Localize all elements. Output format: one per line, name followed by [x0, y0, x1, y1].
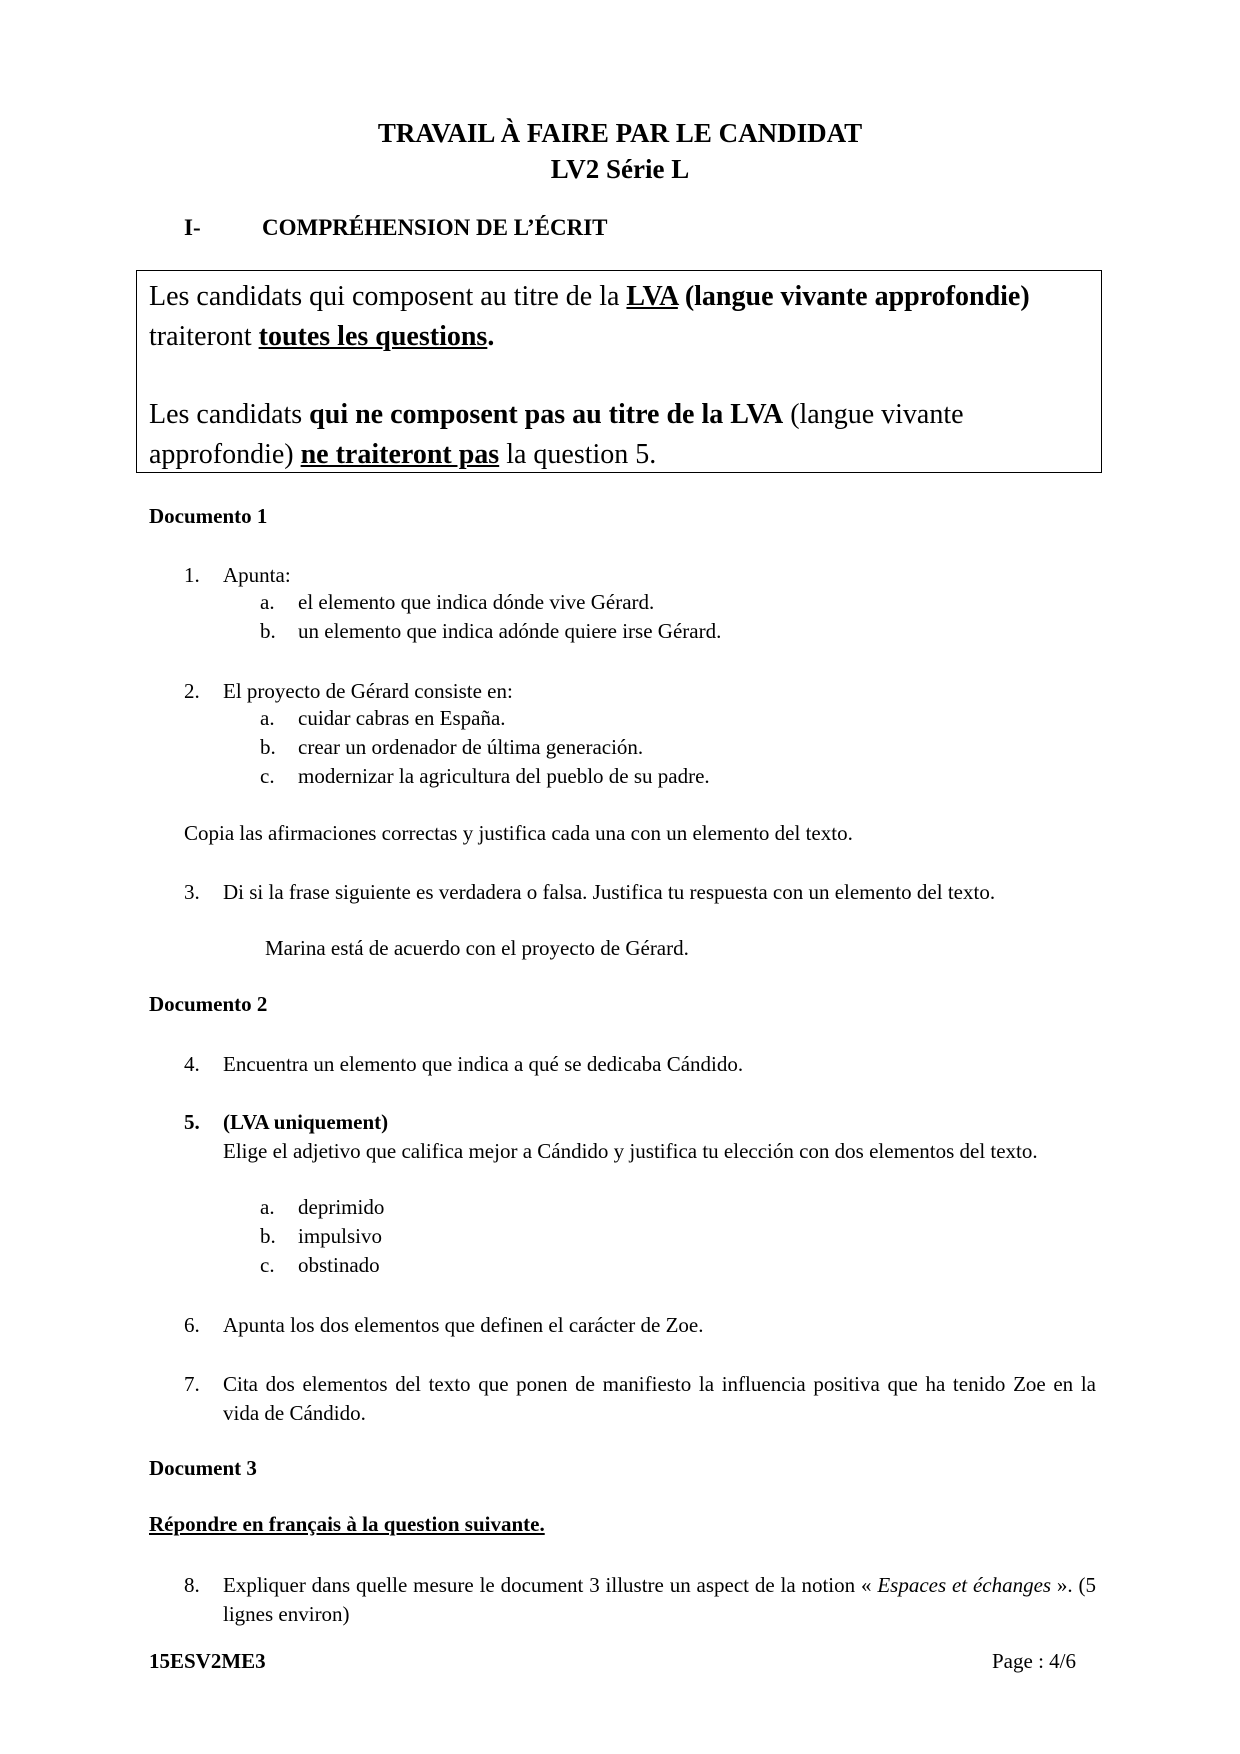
- option-2c: [260, 764, 710, 789]
- section-heading: [184, 215, 607, 241]
- notice-all-questions-emphasis: toutes les questions: [258, 321, 488, 352]
- document-2-heading: Documento 2: [149, 992, 268, 1016]
- option-text: modernizar la agricultura del pueblo de su padre.: [298, 764, 710, 788]
- question-text: Encuentra un elemento que indica a qué se dedicaba Cándido.: [223, 1052, 744, 1076]
- notice-lva-emphasis: LVA: [626, 281, 678, 312]
- option-5c: [260, 1253, 380, 1278]
- question-text: Cita dos elementos del texto que ponen de manifiesto la influencia positiva que ha tenido Zoe en la vida de Cándido.: [223, 1372, 1096, 1425]
- notice-lva-description: (langue vivante approfondie): [677, 281, 1030, 312]
- option-letter: b.: [260, 1224, 276, 1248]
- option-letter: c.: [260, 1253, 275, 1277]
- question-number: 4.: [184, 1052, 200, 1076]
- option-letter: b.: [260, 619, 276, 643]
- question-7: [0, 1370, 1240, 1430]
- option-letter: a.: [260, 1195, 275, 1219]
- document-1-heading: Documento 1: [149, 504, 268, 528]
- question-text: [223, 1571, 1096, 1629]
- question-8: [0, 1571, 1240, 1631]
- question-number: 1.: [184, 563, 200, 587]
- notice-box: [136, 270, 1102, 473]
- option-2a: [260, 706, 506, 731]
- notice-text: traiteront: [149, 321, 259, 352]
- option-2b: [260, 735, 644, 760]
- notice-paragraph-1: [149, 277, 1089, 357]
- notice-paragraph-2: [149, 395, 1089, 475]
- question-text: Apunta:: [223, 563, 291, 587]
- page-title: TRAVAIL À FAIRE PAR LE CANDIDAT: [377, 118, 863, 148]
- section-title: COMPRÉHENSION DE L’ÉCRIT: [262, 215, 608, 240]
- option-text: cuidar cabras en España.: [298, 706, 506, 730]
- instruction-copy: Copia las afirmaciones correctas y justifica cada una con un elemento del texto.: [184, 821, 853, 845]
- option-5b: [260, 1224, 383, 1249]
- instruction-french: Répondre en français à la question suivante.: [149, 1512, 545, 1536]
- exam-code: 15ESV2ME3: [149, 1649, 266, 1673]
- option-text: el elemento que indica dónde vive Gérard.: [298, 590, 655, 614]
- document-3-heading: Document 3: [149, 1456, 257, 1480]
- question-text: Elige el adjetivo que califica mejor a Cándido y justifica tu elección con dos elementos del texto.: [223, 1139, 1038, 1163]
- option-text: crear un ordenador de última generación.: [298, 735, 644, 759]
- option-text: impulsivo: [298, 1224, 383, 1248]
- option-letter: a.: [260, 706, 275, 730]
- question-number: 7.: [184, 1372, 200, 1396]
- option-5a: [260, 1195, 385, 1220]
- option-letter: b.: [260, 735, 276, 759]
- question-5-body: [0, 1137, 1240, 1197]
- question-label: (LVA uniquement): [223, 1110, 389, 1134]
- option-letter: a.: [260, 590, 275, 614]
- section-number: I-: [184, 215, 201, 240]
- question-text: El proyecto de Gérard consiste en:: [223, 679, 513, 703]
- statement: Marina está de acuerdo con el proyecto de Gérard.: [265, 936, 689, 960]
- notice-text: (langue vivante approfondie): [149, 399, 964, 470]
- question-3: [0, 878, 1240, 938]
- option-text: un elemento que indica adónde quiere irse Gérard.: [298, 619, 722, 643]
- page-number: Page : 4/6: [992, 1649, 1076, 1673]
- question-number: 6.: [184, 1313, 200, 1337]
- option-1a: [260, 590, 655, 615]
- question-number: 8.: [184, 1573, 200, 1597]
- notice-text: Les candidats qui composent au titre de la: [149, 281, 627, 312]
- notice-not-treat-emphasis: ne traiteront pas: [300, 439, 500, 470]
- question-number: 5.: [184, 1110, 200, 1134]
- page-subtitle: LV2 Série L: [550, 154, 690, 184]
- question-text-part: Expliquer dans quelle mesure le document 3 illustre un aspect de la notion «: [223, 1573, 878, 1597]
- option-letter: c.: [260, 764, 275, 788]
- notice-text: la question 5.: [499, 439, 657, 470]
- question-text: Di si la frase siguiente es verdadera o falsa. Justifica tu respuesta con un elemento del texto.: [223, 880, 996, 904]
- option-1b: [260, 619, 722, 644]
- notice-period: .: [487, 321, 495, 352]
- notice-text: Les candidats: [149, 399, 310, 430]
- notion-name: Espaces et échanges: [877, 1573, 1052, 1597]
- question-text: Apunta los dos elementos que definen el carácter de Zoe.: [223, 1313, 704, 1337]
- option-text: obstinado: [298, 1253, 380, 1277]
- option-text: deprimido: [298, 1195, 385, 1219]
- question-text-part: ». (5 lignes environ): [223, 1573, 1097, 1626]
- question-number: 3.: [184, 880, 200, 904]
- question-number: 2.: [184, 679, 200, 703]
- notice-not-lva-emphasis: qui ne composent pas au titre de la LVA: [309, 399, 784, 430]
